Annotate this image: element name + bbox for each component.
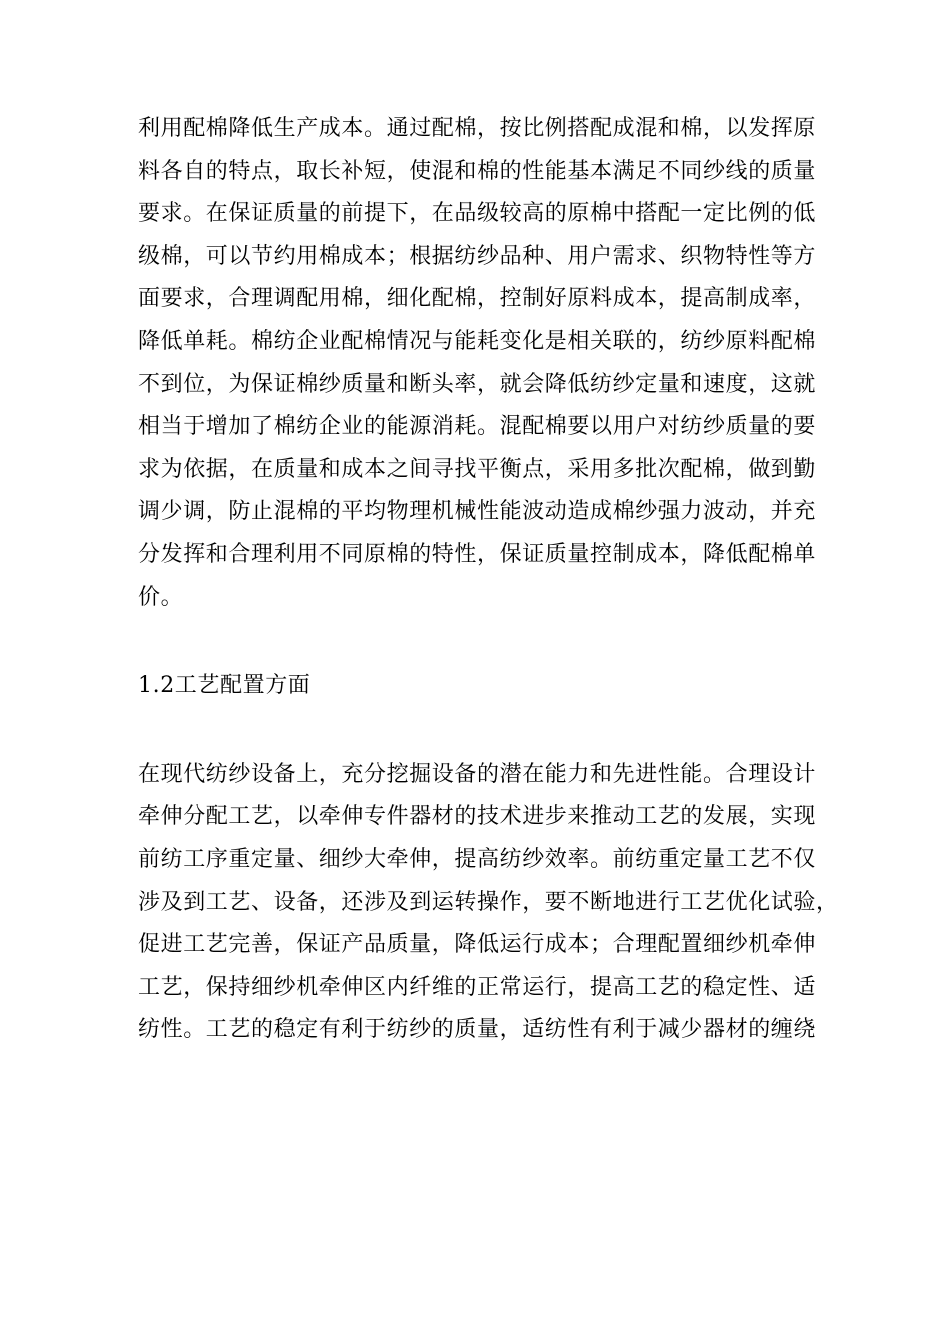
paragraph-cotton-blending — [138, 108, 828, 619]
text-line: 降低单耗。棉纺企业配棉情况与能耗变化是相关联的，纺纱原料配棉 — [138, 328, 817, 354]
text-line: 前纺工序重定量、细纱大牵伸，提高纺纱效率。前纺重定量工艺不仅 — [138, 846, 817, 872]
text-line: 牵伸分配工艺，以牵伸专件器材的技术进步来推动工艺的发展，实现 — [138, 804, 817, 830]
text-line: 要求。在保证质量的前提下，在品级较高的原棉中搭配一定比例的低 — [138, 201, 817, 227]
text-line: 在现代纺纱设备上，充分挖掘设备的潜在能力和先进性能。合理设计 — [138, 761, 817, 787]
text-line: 调少调，防止混棉的平均物理机械性能波动造成棉纱强力波动，并充 — [138, 499, 817, 525]
section-heading: 1.2工艺配置方面 — [138, 673, 311, 699]
text-line: 利用配棉降低生产成本。通过配棉，按比例搭配成混和棉，以发挥原 — [138, 116, 817, 141]
paragraph-spacer — [138, 619, 828, 665]
paragraph-spacer — [138, 708, 828, 754]
text-line: 纺性。工艺的稳定有利于纺纱的质量，适纺性有利于减少器材的缠绕 — [138, 1017, 817, 1043]
text-line: 分发挥和合理利用不同原棉的特性，保证质量控制成本，降低配棉单 — [138, 541, 817, 567]
text-line: 涉及到工艺、设备，还涉及到运转操作，要不断地进行工艺优化试验， — [138, 889, 839, 915]
text-line: 价。 — [138, 584, 184, 610]
text-line: 求为依据，在质量和成本之间寻找平衡点，采用多批次配棉，做到勤 — [138, 456, 817, 482]
text-line: 料各自的特点，取长补短，使混和棉的性能基本满足不同纱线的质量 — [138, 158, 817, 184]
paragraph-process-configuration — [138, 754, 839, 1052]
text-line: 面要求，合理调配用棉，细化配棉，控制好原料成本，提高制成率， — [138, 286, 817, 312]
text-line: 级棉，可以节约用棉成本；根据纺纱品种、用户需求、织物特性等方 — [138, 243, 817, 269]
document-body — [138, 108, 839, 1052]
text-line: 工艺，保持细纱机牵伸区内纤维的正常运行，提高工艺的稳定性、适 — [138, 974, 817, 1000]
text-line: 相当于增加了棉纺企业的能源消耗。混配棉要以用户对纺纱质量的要 — [138, 414, 817, 440]
text-line: 不到位，为保证棉纱质量和断头率，就会降低纺纱定量和速度，这就 — [138, 371, 817, 397]
text-line: 促进工艺完善，保证产品质量，降低运行成本；合理配置细纱机牵伸 — [138, 932, 817, 958]
